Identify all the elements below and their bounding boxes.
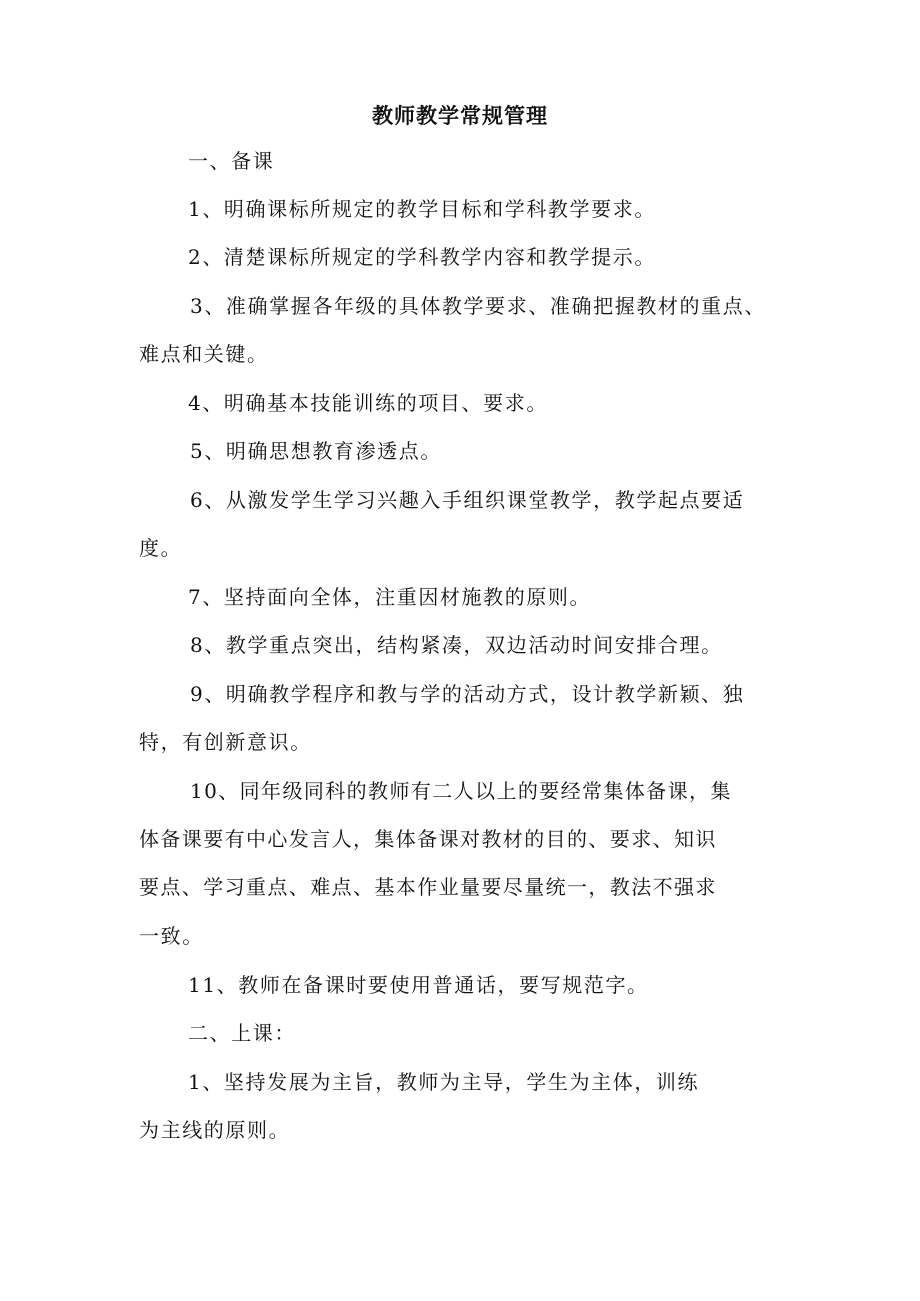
page-title: 教师教学常规管理 [372,104,548,128]
list-item-continuation: 要点、学习重点、难点、基本作业量要尽量统一，教法不强求 [139,875,717,899]
list-item: 10、同年级同科的教师有二人以上的要经常集体备课，集 [190,779,732,803]
list-item-continuation: 为主线的原则。 [139,1118,291,1142]
list-item-continuation: 度。 [139,536,183,560]
list-item: 8、教学重点突出，结构紧凑，双边活动时间安排合理。 [190,633,723,657]
section-heading-class: 二、上课： [188,1021,296,1045]
list-item-continuation: 体备课要有中心发言人，集体备课对教材的目的、要求、知识 [139,827,717,851]
list-item: 11、教师在备课时要使用普通话，要写规范字。 [188,973,649,997]
list-item: 1、坚持发展为主旨，教师为主导，学生为主体，训练 [188,1070,700,1094]
list-item: 6、从激发学生学习兴趣入手组织课堂教学，教学起点要适 [190,488,745,512]
list-item: 1、明确课标所规定的教学目标和学科教学要求。 [188,197,656,221]
list-item-continuation: 难点和关键。 [139,342,269,366]
list-item: 9、明确教学程序和教与学的活动方式，设计教学新颖、独 [190,682,745,706]
list-item-continuation: 特，有创新意识。 [139,730,312,754]
list-item: 4、明确基本技能训练的项目、要求。 [188,391,548,415]
list-item-continuation: 一致。 [139,924,204,948]
section-heading-lesson-prep: 一、备课 [188,149,275,173]
list-item: 7、坚持面向全体，注重因材施教的原则。 [188,585,592,609]
list-item: 3、准确掌握各年级的具体教学要求、准确把握教材的重点、 [190,294,766,318]
list-item: 5、明确思想教育渗透点。 [190,439,442,463]
list-item: 2、清楚课标所规定的学科教学内容和教学提示。 [188,245,656,269]
